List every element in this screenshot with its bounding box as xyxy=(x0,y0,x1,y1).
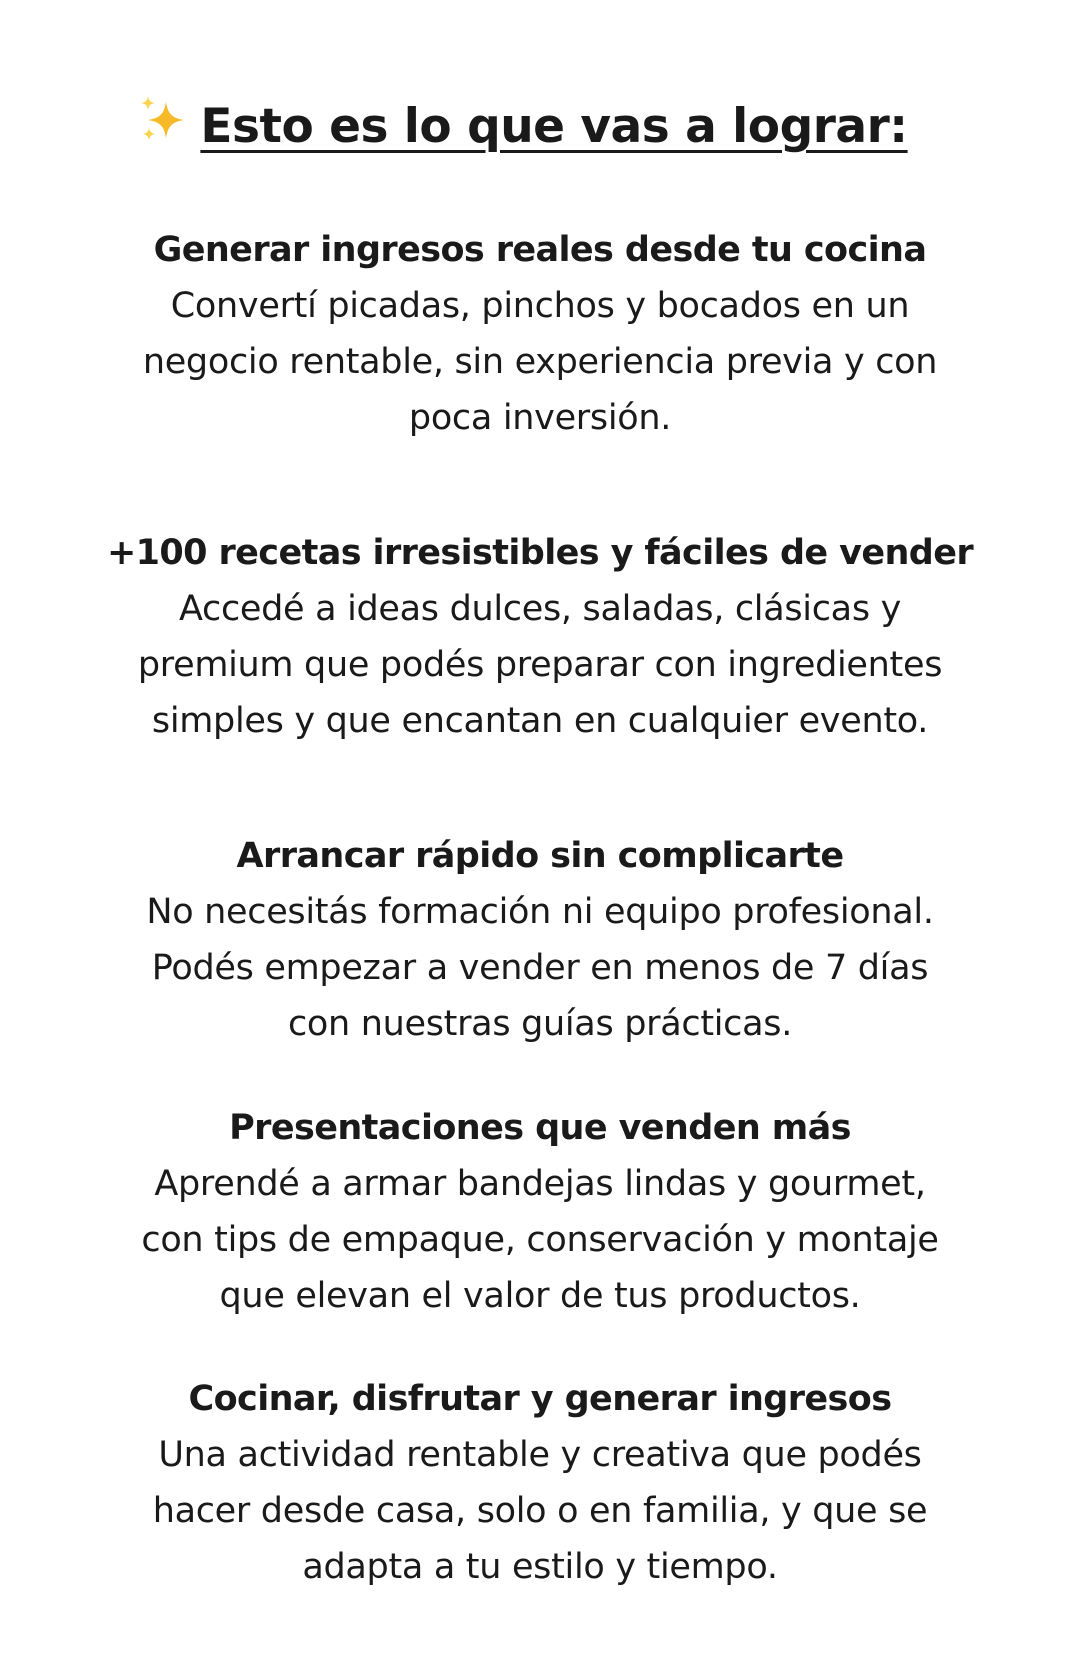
benefit-section xyxy=(60,222,1020,446)
section-title: +100 recetas irresistibles y fáciles de vender xyxy=(106,533,974,573)
section-title: Presentaciones que venden más xyxy=(229,1108,851,1148)
section-text-line: Podés empezar a vender en menos de 7 días xyxy=(151,948,929,988)
section-text-line: hacer desde casa, solo o en familia, y que se xyxy=(152,1491,928,1531)
section-text-line: con tips de empaque, conservación y montaje xyxy=(141,1220,939,1260)
section-text-line: que elevan el valor de tus productos. xyxy=(219,1276,861,1316)
section-text-line: No necesitás formación ni equipo profesional. xyxy=(146,892,934,932)
benefit-section xyxy=(60,828,1020,1052)
section-title: Generar ingresos reales desde tu cocina xyxy=(153,230,927,270)
section-text-line: con nuestras guías prácticas. xyxy=(287,1004,793,1044)
section-text-line: adapta a tu estilo y tiempo. xyxy=(302,1547,778,1587)
section-text-line: Convertí picadas, pinchos y bocados en un xyxy=(170,286,910,326)
benefit-section xyxy=(60,525,1020,749)
heading-inner xyxy=(136,92,907,154)
section-title: Arrancar rápido sin complicarte xyxy=(236,836,844,876)
section-text-line: Aprendé a armar bandejas lindas y gourmet, xyxy=(154,1164,926,1204)
section-text-line: simples y que encantan en cualquier evento. xyxy=(151,701,929,741)
section-text-line: negocio rentable, sin experiencia previa y con xyxy=(142,342,938,382)
page-title: Esto es lo que vas a lograr: xyxy=(200,99,908,154)
benefit-section xyxy=(60,1100,1020,1324)
section-text-line: poca inversión. xyxy=(408,398,672,438)
section-text-line: Una actividad rentable y creativa que podés xyxy=(158,1435,922,1475)
section-text-line: premium que podés preparar con ingredientes xyxy=(137,645,943,685)
page-heading xyxy=(0,92,1080,154)
section-text-line: Accedé a ideas dulces, saladas, clásicas y xyxy=(178,589,901,629)
benefit-section xyxy=(60,1371,1020,1595)
sparkles-icon xyxy=(136,92,192,148)
section-title: Cocinar, disfrutar y generar ingresos xyxy=(188,1379,892,1419)
